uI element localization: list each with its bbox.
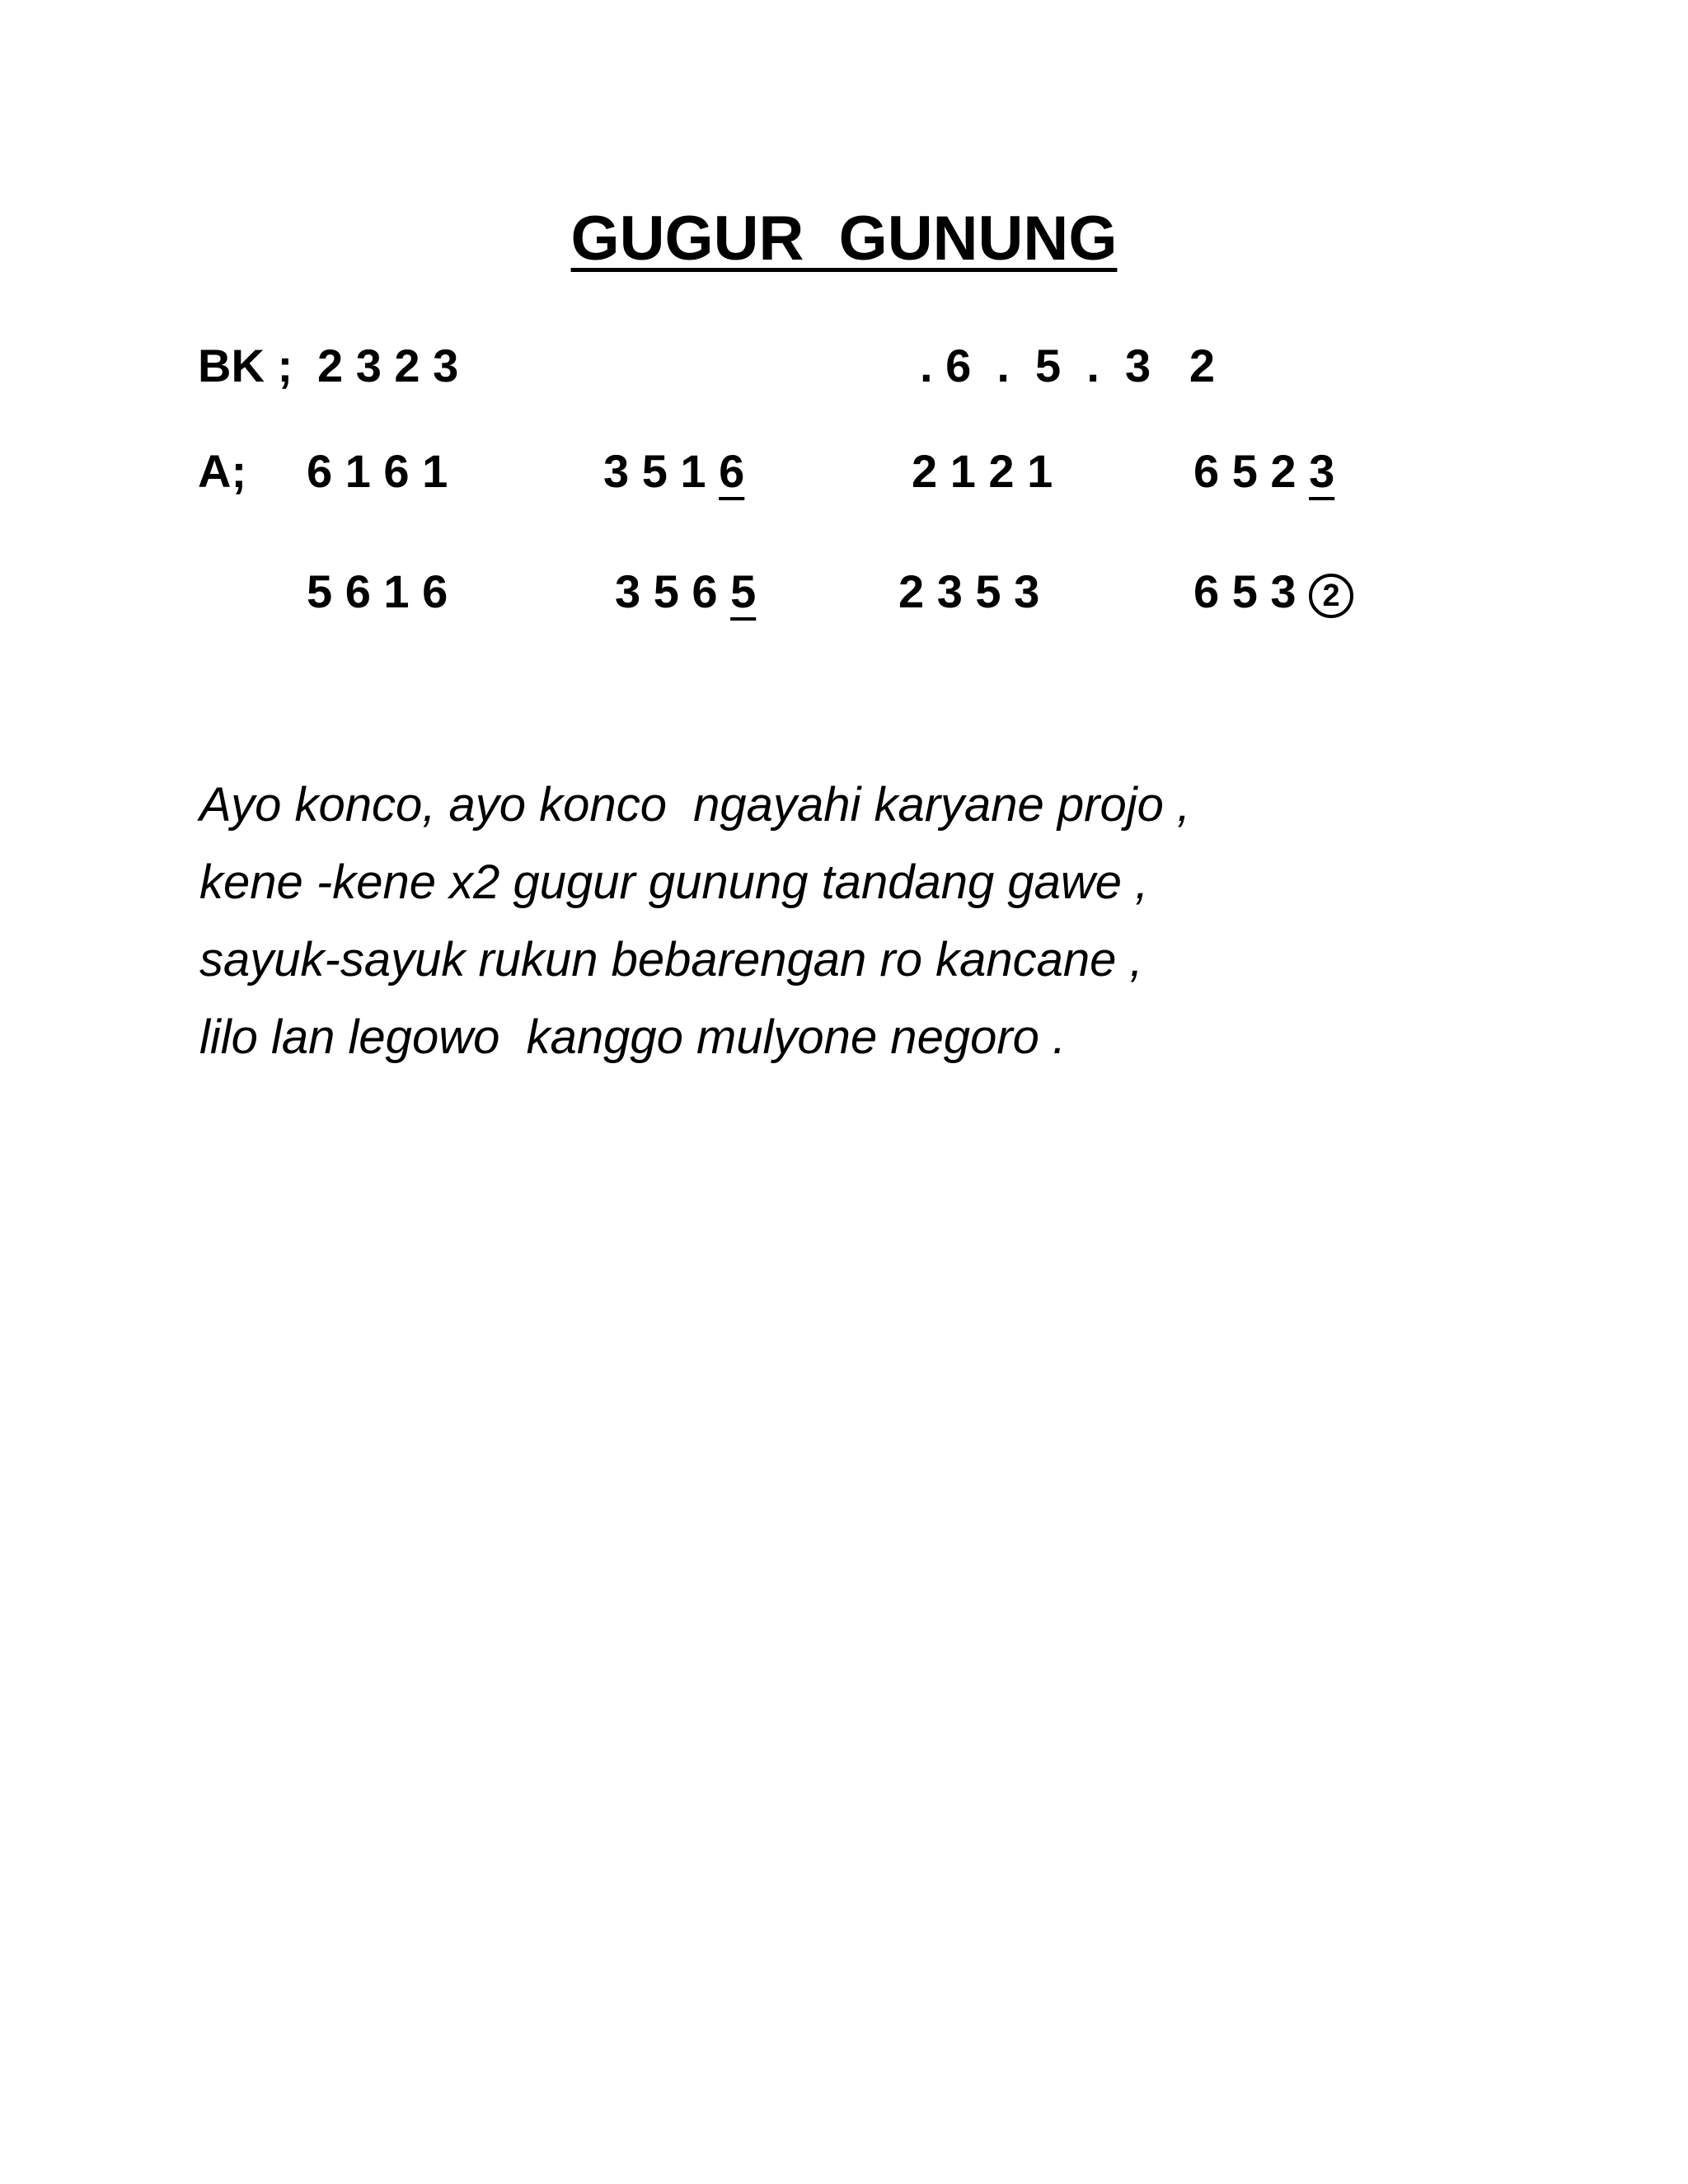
a1-group-4-underlined-note: 3: [1309, 445, 1335, 497]
lyric-line-3: sayuk-sayuk rukun bebarengan ro kancane ,: [199, 933, 1143, 987]
a-label: A;: [198, 445, 247, 497]
lyrics-block: [199, 766, 1190, 1076]
a2-group-2: [615, 565, 757, 617]
bk-group-1: 2 3 2 3: [317, 340, 459, 391]
lyric-line-1: Ayo konco, ayo konco ngayahi karyane projo ,: [199, 778, 1191, 832]
a1-group-2-notes: 3 5 1: [603, 445, 720, 497]
song-title: [0, 204, 1688, 274]
a1-group-2-underlined-note: 6: [719, 445, 745, 497]
a1-group-1: 6 1 6 1: [307, 445, 448, 497]
song-title-text: GUGUR GUNUNG: [570, 204, 1118, 274]
a2-group-3: 2 3 5 3: [898, 565, 1040, 617]
a1-group-4: [1193, 445, 1335, 497]
a2-group-4: [1193, 565, 1353, 618]
lyric-line-2: kene -kene x2 gugur gunung tandang gawe ,: [199, 855, 1149, 909]
a1-group-4-notes: 6 5 2: [1193, 445, 1310, 497]
gong-circle-marker: 2: [1309, 574, 1353, 618]
bk-label: BK ;: [198, 340, 293, 391]
a2-group-2-underlined-note: 5: [730, 565, 757, 617]
a2-group-4-notes: 6 5 3: [1193, 565, 1310, 617]
a2-group-1: 5 6 1 6: [307, 565, 448, 617]
a2-group-2-notes: 3 5 6: [615, 565, 731, 617]
a1-group-3: 2 1 2 1: [912, 445, 1053, 497]
a1-group-2: [603, 445, 745, 497]
bk-group-2: . 6 . 5 . 3 2: [920, 340, 1215, 391]
lyric-line-4: lilo lan legowo kanggo mulyone negoro .: [199, 1010, 1067, 1064]
